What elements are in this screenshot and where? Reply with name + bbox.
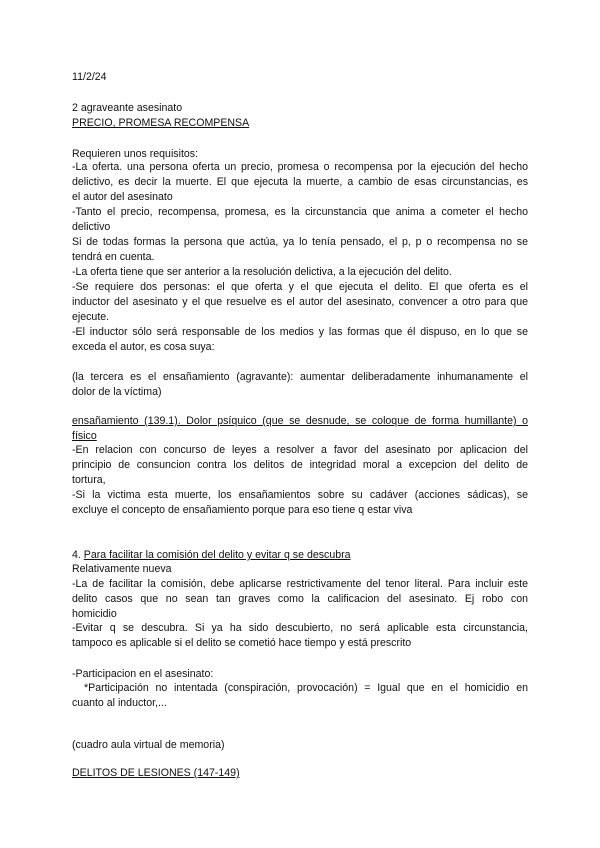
si-line-2: tendrá en cuenta. (72, 251, 155, 263)
ensanamiento-heading-line-1: ensañamiento (139.1). Dolor psíquico (que se desnude, se coloque de forma humillante) o (72, 415, 528, 427)
tanto-line-2: delictivo (72, 221, 111, 233)
cuadro-note: (cuadro aula virtual de memoria) (72, 739, 225, 751)
requisitos-intro: Requieren unos requisitos: (72, 148, 199, 160)
ensanamiento-heading-line-2: físico (72, 430, 97, 442)
relativamente-line: Relativamente nueva (72, 563, 172, 575)
section-4-title: Para facilitar la comisión del delito y evitar q se descubra (83, 549, 351, 561)
section-heading-agravante: 2 agraveante asesinato (72, 102, 183, 114)
evitar-line-1: -Evitar q se descubra. Si ya ha sido descubierto, no será aplicable esta circunstancia, (72, 622, 528, 634)
dos-line-2: inductor del asesinato y el que resuelve es el autor del asesinato, convencer a otro para que (72, 296, 528, 308)
facilitar-line-2: delito casos que no sean tan graves como la calificacion del asesinato. Ej robo con (72, 593, 528, 605)
victima-line-1: -Si la victima esta muerte, los ensañamientos sobre su cadáver (acciones sádicas), se (72, 489, 528, 501)
relacion-line-3: tortura, (72, 474, 106, 486)
inductor-line-2: exceda el autor, es cosa suya: (72, 341, 215, 353)
si-line-1: Si de todas formas la persona que actúa, ya lo tenía pensado, el p, p o recompensa no se (72, 236, 528, 248)
participacion-line-1: *Participación no intentada (conspiración, provocación) = Igual que en el homicidio en (84, 682, 528, 694)
evitar-line-2: tampoco es aplicable si el delito se cometió hace tiempo y está prescrito (72, 637, 412, 649)
participacion-line-2: cuanto al inductor,... (72, 697, 167, 709)
oferta-line-2: delictivo, es decir la muerte. El que ejecuta la muerte, a cambio de esas circunstancias, es (72, 176, 528, 188)
lesiones-heading: DELITOS DE LESIONES (147-149) (72, 767, 240, 779)
oferta-line-3: el autor del asesinato (72, 191, 173, 203)
relacion-line-1: -En relacion con concurso de leyes a resolver a favor del asesinato por aplicacion del (72, 444, 528, 456)
section-heading-facilitar (72, 548, 528, 562)
dos-line-1: -Se requiere dos personas: el que oferta y el que ejecuta el delito. El que oferta es el (72, 281, 528, 293)
victima-line-2: excluye el concepto de ensañamiento porque para eso tiene q estar viva (72, 504, 413, 516)
participacion-heading: -Participacion en el asesinato: (72, 668, 214, 680)
relacion-line-2: principio de consuncion contra los delitos de integridad moral a excepcion del delito de (72, 459, 528, 471)
section-subheading-precio: PRECIO, PROMESA RECOMPENSA (72, 117, 250, 129)
facilitar-line-1: -La de facilitar la comisión, debe aplicarse restrictivamente del tenor literal. Para incluir este (72, 578, 528, 590)
tercera-line-1: (la tercera es el ensañamiento (agravante): aumentar deliberadamente inhumanamente el (72, 371, 528, 383)
facilitar-line-3: homicidio (72, 608, 117, 620)
date: 11/2/24 (72, 71, 107, 83)
dos-line-3: ejecute. (72, 311, 110, 323)
tercera-line-2: dolor de la víctima) (72, 386, 162, 398)
section-4-number: 4. (72, 549, 84, 561)
anterior-line: -La oferta tiene que ser anterior a la resolución delictiva, a la ejecución del delito. (72, 266, 452, 278)
inductor-line-1: -El inductor sólo será responsable de los medios y las formas que él dispuso, en lo que se (72, 326, 528, 338)
tanto-line-1: -Tanto el precio, recompensa, promesa, es la circunstancia que anima a cometer el hecho (72, 206, 528, 218)
oferta-line-1: -La oferta. una persona oferta un precio, promesa o recompensa por la ejecución del hecho (72, 161, 528, 173)
